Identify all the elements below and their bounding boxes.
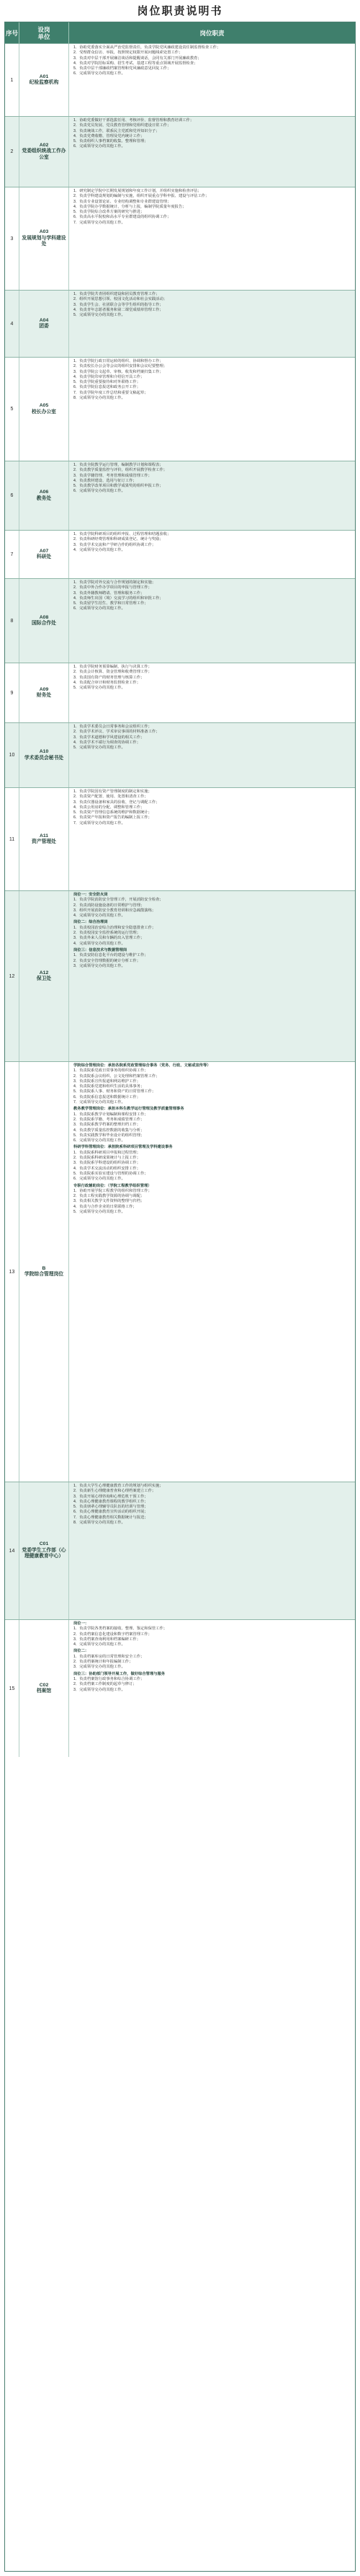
unit-name: 教务处 xyxy=(36,495,52,501)
post-title: 岗位一：安全防火岗 xyxy=(73,893,108,897)
row-number: 13 xyxy=(5,1062,19,1482)
duty-line: 5．负责资产管理信息系统的维护和数据统计； xyxy=(73,810,152,815)
duty-line: 2．负责党员发展、党员教育管理和党组织建设日常工作； xyxy=(73,123,171,128)
duty-line: 2．负责档案信息化建设和数字档案管理工作； xyxy=(73,1632,152,1637)
unit-code: A08 xyxy=(39,614,49,620)
duty-line: 5．负责教学改革项目和教学成果奖的组织申报工作； xyxy=(73,484,163,489)
duty-line: 5．负责组织人事档案的收集、整理和管理； xyxy=(73,139,148,144)
duty-line: 3．负责相关教学文件资料的整理与归档； xyxy=(73,1199,145,1204)
duty-cell xyxy=(69,1482,355,1619)
duty-line: 5．负责学院重要接待和对外联络工作； xyxy=(73,380,140,385)
unit-cell xyxy=(19,358,69,461)
duty-line: 2．负责工程实践教学资源的协调与调配； xyxy=(73,1194,145,1199)
duty-line: 1．负责档案库房的日常管理和安全工作； xyxy=(73,1654,145,1659)
row-number: 6 xyxy=(5,461,19,530)
duty-cell xyxy=(69,788,355,890)
post-title: 岗位二： xyxy=(73,1649,89,1654)
duty-line: 3．负责学术道德和学风建设的相关工作； xyxy=(73,735,145,740)
duty-cell xyxy=(69,358,355,461)
duty-line: 2．负责教学质量监控与评价，组织开展教学检查工作； xyxy=(73,468,168,473)
unit-code: A10 xyxy=(39,749,49,754)
duty-block xyxy=(73,725,351,751)
duty-line: 7．完成领导交办的其他工作。 xyxy=(73,220,125,225)
table-row xyxy=(5,722,355,787)
unit-code: A07 xyxy=(39,548,49,554)
duty-line: 1．负责学院行政日常运转的组织、协调和督办工作； xyxy=(73,359,163,363)
duty-line: 1．负责学院财务预算编制、执行与决算工作； xyxy=(73,665,152,669)
row-number: 15 xyxy=(5,1620,19,1757)
duty-line: 3．负责学院公文起草、审核、收发和档案归集工作； xyxy=(73,369,163,374)
duty-line: 4．完成领导交办的其他工作。 xyxy=(73,547,125,552)
table-row xyxy=(5,461,355,530)
duty-line: 4．负责与合作企业的日常联络工作； xyxy=(73,1204,137,1209)
duty-line: 2．负责会计核算、资金管理和收费管理工作； xyxy=(73,670,152,675)
duty-line: 3．负责外籍教师聘请、管理和服务工作； xyxy=(73,590,145,596)
table-row xyxy=(5,530,355,578)
duty-cell xyxy=(69,891,355,1061)
row-number: 2 xyxy=(5,117,19,187)
duty-cell xyxy=(69,723,355,787)
duty-cell xyxy=(69,117,355,187)
duty-cell xyxy=(69,187,355,290)
duty-line: 1．负责档案馆行政事务和综合协调工作； xyxy=(73,1676,145,1681)
unit-name: 资产管理处 xyxy=(32,839,56,844)
unit-cell xyxy=(19,891,69,1061)
unit-name: 党委学生工作部（心理健康教育中心） xyxy=(22,1547,66,1559)
duty-line: 1．协助开展学院工程教学的组织和管理工作； xyxy=(73,1188,152,1193)
duty-block xyxy=(73,1649,351,1670)
duty-line: 2．负责中外合作办学项目的申报与管理工作； xyxy=(73,585,152,590)
duty-block xyxy=(73,292,351,318)
duty-line: 2．负责院系学籍、考务和成绩管理工作； xyxy=(73,1117,145,1122)
duty-line: 6．完成领导交办的其他工作。 xyxy=(73,1138,125,1143)
duty-line: 1．负责学院消防安全管理工作，开展消防安全检查； xyxy=(73,898,163,903)
duty-cell xyxy=(69,1620,355,1757)
unit-cell xyxy=(19,44,69,116)
duty-line: 5．负责留学生招生、教学和日常管理工作； xyxy=(73,601,148,606)
duty-block xyxy=(73,948,351,969)
duty-line: 6．完成领导交办的其他工作。 xyxy=(73,606,125,611)
duty-line: 7．完成领导交办的其他工作。 xyxy=(73,820,125,826)
row-number: 9 xyxy=(5,663,19,722)
duty-block xyxy=(73,580,351,612)
duty-line: 1．负责学院对外交流与合作规划的制定和实施； xyxy=(73,580,156,585)
duty-block xyxy=(73,118,351,150)
table-row xyxy=(5,43,355,116)
unit-cell xyxy=(19,579,69,663)
unit-code: C01 xyxy=(39,1541,49,1547)
duty-cell xyxy=(69,1062,355,1482)
post-title: 岗位二：综合治理岗 xyxy=(73,920,108,925)
row-number: 1 xyxy=(5,44,19,116)
table-row xyxy=(5,890,355,1061)
duty-line: 1．负责大学生心理健康教育工作的规划与组织实施； xyxy=(73,1484,163,1488)
unit-cell xyxy=(19,788,69,890)
duty-line: 1．协助党委做好干部选拔任用、考核评价、监督管理和教育培训工作； xyxy=(73,118,194,123)
duty-block xyxy=(73,45,351,77)
duty-line: 3．负责开展心理咨询和心理危机干预工作； xyxy=(73,1494,148,1499)
duty-line: 3．负责学生会、社团联合会等学生组织的指导工作； xyxy=(73,302,163,307)
duty-block xyxy=(73,1621,351,1647)
unit-name: 档案馆 xyxy=(36,1688,52,1694)
duty-cell xyxy=(69,663,355,722)
unit-cell xyxy=(19,1482,69,1619)
duty-line: 5．完成领导交办的其他工作。 xyxy=(73,686,125,691)
duty-line: 3．负责院系学科建设的组织协调工作； xyxy=(73,1161,140,1166)
duty-line: 2．负责学术评议、学术审议事项的材料准备工作； xyxy=(73,730,160,735)
unit-name: 国际合作处 xyxy=(32,621,56,626)
unit-cell xyxy=(19,117,69,187)
duty-line: 2．负责校园安全监控系统的运行管理； xyxy=(73,931,140,936)
unit-name: 科研处 xyxy=(36,554,52,559)
duty-block xyxy=(73,189,351,226)
row-number: 11 xyxy=(5,788,19,890)
duty-line: 3．负责仪器设备和家具的验收、登记与调配工作； xyxy=(73,800,160,805)
duty-block xyxy=(73,1672,351,1693)
unit-code: A04 xyxy=(39,317,49,323)
duty-line: 1．负责全院教学运行管理，编制教学计划和课程表； xyxy=(73,463,163,467)
duty-block xyxy=(73,920,351,946)
duty-line: 4．负责学术交流活动的组织安排工作； xyxy=(73,1166,140,1171)
duty-line: 8．完成领导交办的其他工作。 xyxy=(73,1521,125,1526)
duty-line: 7．负责学院年度工作总结和重要文稿起草； xyxy=(73,390,148,395)
post-title: 学院综合管理岗位：承担各院系党政管理综合事务（党务、行政、文秘或宣传等） xyxy=(73,1063,211,1068)
unit-code: A06 xyxy=(39,490,49,495)
duty-line: 3．负责外来人员和车辆的出入管理工作； xyxy=(73,936,145,941)
duty-line: 4．负责公用房的分配、调整和管理工作； xyxy=(73,805,145,810)
unit-name: 保卫处 xyxy=(36,976,52,981)
unit-code: A09 xyxy=(39,686,49,692)
table-row xyxy=(5,1619,355,1757)
duty-line: 3．负责国有资产的财务管理与核算工作； xyxy=(73,675,145,680)
unit-cell xyxy=(19,1062,69,1482)
duty-line: 1．负责院系科研项目申报和过程管理； xyxy=(73,1150,140,1155)
table-row xyxy=(5,357,355,461)
table-row xyxy=(5,187,355,290)
duty-line: 2．负责院系会议组织、公文处理和档案管理工作； xyxy=(73,1074,160,1079)
row-number: 8 xyxy=(5,579,19,663)
post-title: 岗位一： xyxy=(73,1621,89,1626)
duty-line: 5．负责中层干部廉政档案管理和党风廉政意见回复工作； xyxy=(73,66,171,71)
unit-name: 学术委员会秘书处 xyxy=(24,755,64,761)
duty-line: 2．负责档案工作制度的起草与修订； xyxy=(73,1682,137,1687)
row-number: 7 xyxy=(5,531,19,578)
duty-line: 3．完成领导交办的其他工作。 xyxy=(73,963,125,968)
duty-line: 2．负责安全管理数据的统计分析工作； xyxy=(73,958,140,963)
duty-line: 4．负责配合审计和财务监督检查工作； xyxy=(73,680,140,685)
unit-cell xyxy=(19,723,69,787)
row-number: 4 xyxy=(5,291,19,357)
duty-line: 5．负责朋辈心理辅导员队伍的培训与管理； xyxy=(73,1505,148,1510)
row-number: 12 xyxy=(5,891,19,1061)
duty-line: 6．负责高水平院校和高水平专业群建设的组织协调工作； xyxy=(73,215,171,220)
unit-code: A11 xyxy=(39,833,49,838)
duty-line: 2．负责校长办公会等会议的组织安排和会议纪要整理； xyxy=(73,364,168,369)
duty-line: 3．负责学籍管理、考务管理和成绩管理工作； xyxy=(73,473,152,478)
duty-line: 6．完成领导交办的其他工作。 xyxy=(73,71,125,76)
duty-line: 6．负责学院信息报送和政务公开工作； xyxy=(73,385,140,390)
post-title: 专职行政辅助岗位：（学院工程教学组织管理） xyxy=(73,1183,152,1188)
unit-cell xyxy=(19,1620,69,1757)
unit-name: 团委 xyxy=(39,324,49,329)
duty-line: 1．负责学院国有资产管理制度的制定和实施； xyxy=(73,789,152,794)
duty-line: 3．负责专业设置论证、专业结构调整和专业群建设管理； xyxy=(73,199,171,204)
duty-line: 6．负责心理健康教育宣传活动的组织开展； xyxy=(73,1510,148,1515)
row-number: 5 xyxy=(5,358,19,461)
duty-line: 3．完成领导交办的其他工作。 xyxy=(73,1665,125,1670)
duty-line: 2．负责学科建设规划的编制与实施，组织开展重点学科申报、建设与评估工作； xyxy=(73,194,210,199)
duty-line: 3．负责统战工作，联系民主党派和党外知识分子； xyxy=(73,128,160,133)
unit-code: A03 xyxy=(39,229,49,235)
table-row xyxy=(5,290,355,357)
duty-line: 4．负责院系党建和组织生活的具体事务； xyxy=(73,1084,145,1089)
unit-cell xyxy=(19,531,69,578)
duty-line: 1．负责院系教学计划编制和课程安排工作； xyxy=(73,1112,148,1117)
header-no: 序号 xyxy=(5,22,19,43)
table-header xyxy=(5,22,355,43)
unit-code: B xyxy=(42,1265,46,1271)
unit-name: 党委组织统战工作办公室 xyxy=(22,149,66,160)
duty-line: 2．组织开展思想引领、校园文化活动和社会实践活动； xyxy=(73,297,168,302)
duty-line: 4．负责教学质量监控数据的收集与分析； xyxy=(73,1128,145,1133)
duty-line: 1．负责学术委员会日常事务和会议组织工作； xyxy=(73,725,152,729)
duty-block xyxy=(73,463,351,495)
header-unit: 设岗 单位 xyxy=(19,22,69,43)
duty-block xyxy=(73,359,351,401)
duty-cell xyxy=(69,44,355,116)
duty-block xyxy=(73,893,351,919)
duty-block xyxy=(73,789,351,826)
table-row xyxy=(5,116,355,187)
duty-cell xyxy=(69,461,355,530)
table-row xyxy=(5,1482,355,1619)
duty-line: 8．完成领导交办的其他工作。 xyxy=(73,396,125,401)
duty-block xyxy=(73,1484,351,1526)
unit-name: 财务处 xyxy=(36,693,52,698)
unit-code: A12 xyxy=(39,970,49,975)
duty-line: 2．负责新生心理健康普查和心理档案建立工作； xyxy=(73,1489,156,1494)
duty-line: 2．受理群众信访、举报，按照规定权限开展问题线索处置工作； xyxy=(73,50,183,56)
table-row xyxy=(5,663,355,722)
table-row xyxy=(5,578,355,663)
duty-line: 4．负责对学院招标采购、招生考试、基建工程等重点领域开展监督检查； xyxy=(73,61,198,66)
header-duty: 岗位职责 xyxy=(199,29,225,37)
duty-line: 4．负责师生出国（境）交流学习的组织和审批工作； xyxy=(73,596,163,601)
unit-name: 校长办公室 xyxy=(32,409,56,415)
duty-line: 5．完成领导交办的其他工作。 xyxy=(73,313,125,318)
duty-line: 3．负责院系宣传报道和网站维护工作； xyxy=(73,1079,140,1084)
duty-line: 5．完成领导交办的其他工作。 xyxy=(73,1210,125,1215)
duty-line: 4．负责心理健康教育课程的教学组织工作； xyxy=(73,1499,148,1504)
duty-line: 2．负责档案统计和年报编制工作； xyxy=(73,1660,133,1665)
post-title: 岗位三：信息技术与数据管理岗 xyxy=(73,947,127,952)
unit-cell xyxy=(19,663,69,722)
duty-line: 4．负责青年志愿者服务和第二课堂成绩单管理工作； xyxy=(73,307,163,312)
table-row xyxy=(5,1061,355,1482)
row-number: 10 xyxy=(5,723,19,787)
duty-line: 4．负责党费收缴、管理及党内统计工作； xyxy=(73,133,145,138)
unit-cell xyxy=(19,187,69,290)
duty-line: 6．完成领导交办的其他工作。 xyxy=(73,489,125,494)
duty-line: 4．负责学院办学数据统计、分析与上报，编制学院质量年度报告； xyxy=(73,204,186,209)
unit-cell xyxy=(19,291,69,357)
duty-line: 3．组织开展消防安全教育培训和应急疏散演练； xyxy=(73,908,156,913)
unit-name: 纪检监察机构 xyxy=(29,80,59,85)
duty-line: 4．完成领导交办的其他工作。 xyxy=(73,1642,125,1647)
duty-block xyxy=(73,665,351,691)
duty-line: 5．负责学院综合改革方案的研究与推进； xyxy=(73,210,145,215)
duty-line: 1．负责安防信息化平台的建设与维护工作； xyxy=(73,953,148,958)
duty-line: 7．完成领导交办的其他工作。 xyxy=(73,1100,125,1105)
duty-line: 2．负责资产配置、使用、处置和清查工作； xyxy=(73,795,148,800)
duty-line: 3．负责学术交流和产学研合作的组织协调工作； xyxy=(73,542,156,547)
unit-code: A05 xyxy=(39,403,49,408)
duty-block xyxy=(73,1184,351,1216)
duty-line: 3．负责对中层干部开展廉洁谈话和提醒谈话，会同有关部门开展廉政教育； xyxy=(73,56,202,61)
duty-line: 5．负责实践教学和毕业设计的组织管理； xyxy=(73,1133,145,1138)
unit-name: 学院综合管理岗位 xyxy=(24,1272,64,1277)
table-row xyxy=(5,787,355,890)
duty-line: 4．负责学院印章管理和介绍信开具工作； xyxy=(73,374,145,379)
duty-line: 3．完成领导交办的其他工作。 xyxy=(73,1687,125,1692)
duty-line: 4．负责学术不端行为调查的协调工作； xyxy=(73,740,140,745)
duty-line: 1．负责院系党政日常事务的组织协调工作； xyxy=(73,1068,148,1074)
duty-cell xyxy=(69,531,355,578)
duty-line: 4．完成领导交办的其他工作。 xyxy=(73,941,125,946)
duty-line: 3．负责院系教学档案的整理归档工作； xyxy=(73,1123,140,1128)
duty-line: 2．负责院系科研成果统计与上报工作； xyxy=(73,1156,140,1161)
unit-name: 发展规划与学科建设处 xyxy=(22,235,66,247)
unit-code: C02 xyxy=(39,1682,49,1688)
duty-line: 6．负责资产年报和资产报告的编制上报工作； xyxy=(73,815,152,820)
unit-cell xyxy=(19,461,69,530)
duty-line: 5．负责院系人事、财务和资产的日常管理工作； xyxy=(73,1089,156,1094)
duty-block xyxy=(73,1107,351,1143)
row-number: 14 xyxy=(5,1482,19,1619)
duty-cell xyxy=(69,579,355,663)
duty-line: 4．完成领导交办的其他工作。 xyxy=(73,913,125,919)
duty-line: 4．负责教材建设、选用与征订工作； xyxy=(73,478,137,483)
post-title: 岗位三：协助部门领导开展工作，做好综合管理与服务 xyxy=(73,1671,166,1676)
unit-code: A02 xyxy=(39,142,49,148)
duty-line: 2．负责消防设施设备的日常维护与管理； xyxy=(73,903,145,908)
post-title: 教务教学管理岗位：承担本科生教学运行管理及教学质量管理事务 xyxy=(73,1107,184,1112)
duty-line: 5．负责院系实验室建设与管理的协调工作； xyxy=(73,1171,148,1176)
duty-line: 1．负责校园治安综合治理和安全隐患排查工作； xyxy=(73,925,156,930)
duty-line: 6．完成领导交办的其他工作。 xyxy=(73,1177,125,1182)
duty-cell xyxy=(69,291,355,357)
duty-line: 2．负责科研经费管理和科研成果登记、统计与奖励； xyxy=(73,537,163,542)
duty-table xyxy=(4,22,356,2572)
duty-block xyxy=(73,1063,351,1105)
unit-code: A01 xyxy=(39,74,49,79)
duty-line: 1．负责学院科研项目的组织申报、过程管理和结题验收； xyxy=(73,532,171,536)
duty-block xyxy=(73,1145,351,1182)
duty-block xyxy=(73,532,351,553)
duty-line: 1．研究制定学院中长期发展规划和年度工作计划，并组织实施和检查评估； xyxy=(73,189,202,193)
duty-line: 6．负责院系信息报送和数据统计工作； xyxy=(73,1094,140,1099)
page-title: 岗位职责说明书 xyxy=(137,4,223,17)
row-number: 3 xyxy=(5,187,19,290)
duty-line: 1．协助党委落实全面从严治党监督责任，负责学院党风廉政建设责任制监督检查工作； xyxy=(73,45,221,50)
duty-line: 1．负责学院共青团组织建设和团员教育管理工作； xyxy=(73,292,160,296)
post-title: 科研学科管理岗位：承担院系科研项目管理及学科建设事务 xyxy=(73,1145,173,1150)
duty-line: 1．负责学院各类档案的接收、整理、鉴定和保管工作； xyxy=(73,1626,168,1632)
duty-line: 6．完成领导交办的其他工作。 xyxy=(73,144,125,149)
duty-line: 7．负责心理健康教育相关数据统计与报送； xyxy=(73,1515,148,1520)
duty-line: 5．完成领导交办的其他工作。 xyxy=(73,745,125,751)
duty-line: 3．负责档案查询利用和档案编研工作； xyxy=(73,1637,140,1642)
